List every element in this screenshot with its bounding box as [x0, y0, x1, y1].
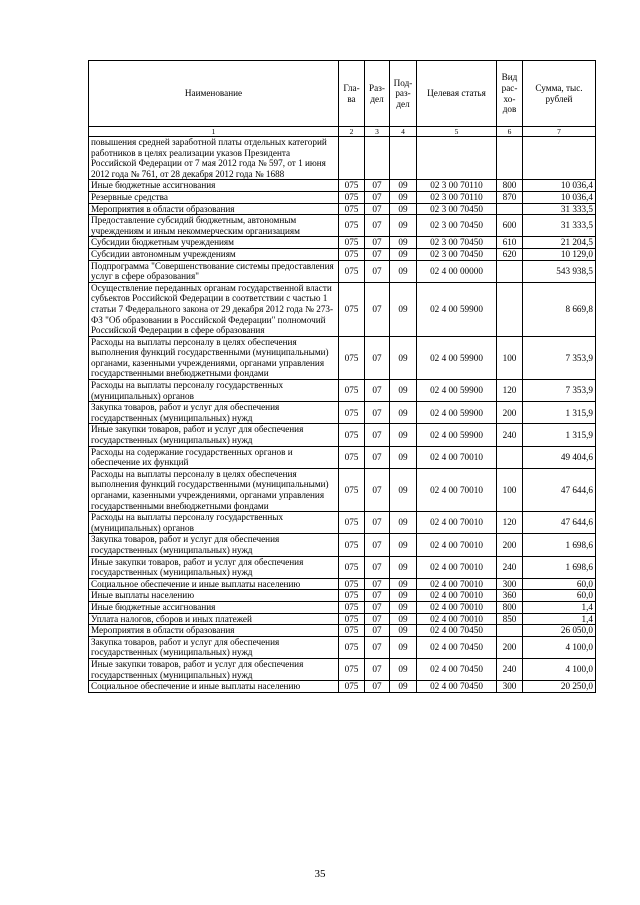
row-target: 02 4 00 59900 — [417, 282, 497, 336]
table-row — [89, 191, 596, 203]
row-glava: 075 — [339, 380, 365, 402]
table-row — [89, 282, 596, 336]
row-podrazdel: 09 — [390, 180, 417, 192]
row-sum: 1 698,6 — [523, 534, 596, 556]
row-target: 02 4 00 70010 — [417, 601, 497, 613]
header-sum: Сумма, тыс. рублей — [523, 61, 596, 127]
row-name: Предоставление субсидий бюджетным, автономным учреждениям и иным некоммерческим организациям — [89, 215, 339, 237]
row-vid: 240 — [497, 658, 523, 680]
row-podrazdel: 09 — [390, 681, 417, 693]
row-vid: 300 — [497, 681, 523, 693]
row-razdel: 07 — [365, 191, 390, 203]
row-razdel: 07 — [365, 248, 390, 260]
row-podrazdel: 09 — [390, 512, 417, 534]
row-target: 02 4 00 70450 — [417, 681, 497, 693]
index-cell: 2 — [339, 127, 365, 137]
index-cell: 4 — [390, 127, 417, 137]
row-sum: 1 698,6 — [523, 556, 596, 578]
table-row — [89, 380, 596, 402]
row-glava: 075 — [339, 578, 365, 590]
row-razdel: 07 — [365, 636, 390, 658]
row-vid: 240 — [497, 424, 523, 446]
row-vid — [497, 446, 523, 468]
table-row — [89, 613, 596, 625]
row-sum: 31 333,5 — [523, 203, 596, 215]
row-target: 02 3 00 70110 — [417, 191, 497, 203]
row-razdel: 07 — [365, 402, 390, 424]
row-name: Закупка товаров, работ и услуг для обеспечения государственных (муниципальных) нужд — [89, 636, 339, 658]
row-sum: 1 315,9 — [523, 424, 596, 446]
row-sum: 20 250,0 — [523, 681, 596, 693]
row-glava: 075 — [339, 613, 365, 625]
row-target: 02 4 00 70010 — [417, 446, 497, 468]
row-podrazdel: 09 — [390, 658, 417, 680]
row-target: 02 3 00 70110 — [417, 180, 497, 192]
row-podrazdel: 09 — [390, 534, 417, 556]
table-row — [89, 512, 596, 534]
row-razdel: 07 — [365, 681, 390, 693]
row-vid: 120 — [497, 512, 523, 534]
row-sum: 60,0 — [523, 578, 596, 590]
row-name: Иные бюджетные ассигнования — [89, 601, 339, 613]
row-glava: 075 — [339, 248, 365, 260]
row-glava: 075 — [339, 590, 365, 602]
header-row — [89, 61, 596, 127]
row-razdel: 07 — [365, 556, 390, 578]
table-row — [89, 468, 596, 511]
row-vid: 610 — [497, 237, 523, 249]
row-podrazdel — [390, 137, 417, 180]
row-name: Осуществление переданных органам государственной власти субъектов Российской Федерации в соответствии с частью 1 статьи 7 Федерального закона от 29 декабря 2012 года № 273-ФЗ "Об образовании в Российской Федерации" полномочий Российской Федерации в сфере образования — [89, 282, 339, 336]
row-razdel: 07 — [365, 215, 390, 237]
row-name: Иные выплаты населению — [89, 590, 339, 602]
row-razdel: 07 — [365, 282, 390, 336]
row-name: Социальное обеспечение и иные выплаты населению — [89, 681, 339, 693]
table-row — [89, 590, 596, 602]
row-razdel: 07 — [365, 180, 390, 192]
row-razdel: 07 — [365, 424, 390, 446]
row-podrazdel: 09 — [390, 601, 417, 613]
header-glava: Гла-ва — [339, 61, 365, 127]
row-glava: 075 — [339, 282, 365, 336]
row-name: повышения средней заработной платы отдельных категорий работников в целях реализации указов Президента Российской Федерации от 7 мая 2012 года № 597, от 1 июня 2012 года № 761, от 28 декабря 2012 года № 1688 — [89, 137, 339, 180]
row-vid: 850 — [497, 613, 523, 625]
row-glava: 075 — [339, 336, 365, 379]
header-vid: Вид рас-хо-дов — [497, 61, 523, 127]
row-target: 02 4 00 00000 — [417, 260, 497, 282]
row-podrazdel: 09 — [390, 468, 417, 511]
row-target: 02 4 00 59900 — [417, 424, 497, 446]
row-podrazdel: 09 — [390, 215, 417, 237]
index-cell: 1 — [89, 127, 339, 137]
index-cell: 5 — [417, 127, 497, 137]
row-glava: 075 — [339, 402, 365, 424]
row-target: 02 4 00 70450 — [417, 636, 497, 658]
row-name: Расходы на выплаты персоналу в целях обеспечения выполнения функций государственными (муниципальными) органами, казенными учреждениями, органами управления государственными внебюджетными фондами — [89, 336, 339, 379]
row-glava: 075 — [339, 636, 365, 658]
table-row — [89, 137, 596, 180]
row-sum: 10 036,4 — [523, 180, 596, 192]
row-name: Расходы на содержание государственных органов и обеспечение их функций — [89, 446, 339, 468]
row-glava: 075 — [339, 180, 365, 192]
row-vid: 120 — [497, 380, 523, 402]
table-row — [89, 237, 596, 249]
row-razdel: 07 — [365, 237, 390, 249]
row-target: 02 3 00 70450 — [417, 237, 497, 249]
row-vid: 600 — [497, 215, 523, 237]
row-vid — [497, 203, 523, 215]
header-name: Наименование — [89, 61, 339, 127]
row-name: Иные закупки товаров, работ и услуг для обеспечения государственных (муниципальных) нужд — [89, 658, 339, 680]
table-row — [89, 180, 596, 192]
row-razdel: 07 — [365, 590, 390, 602]
row-sum: 543 938,5 — [523, 260, 596, 282]
row-sum — [523, 137, 596, 180]
row-sum: 7 353,9 — [523, 380, 596, 402]
row-podrazdel: 09 — [390, 282, 417, 336]
row-sum: 47 644,6 — [523, 468, 596, 511]
row-glava: 075 — [339, 556, 365, 578]
row-podrazdel: 09 — [390, 446, 417, 468]
row-razdel — [365, 137, 390, 180]
row-name: Социальное обеспечение и иные выплаты населению — [89, 578, 339, 590]
row-razdel: 07 — [365, 446, 390, 468]
row-podrazdel: 09 — [390, 556, 417, 578]
table-row — [89, 402, 596, 424]
row-sum: 1,4 — [523, 613, 596, 625]
row-glava: 075 — [339, 215, 365, 237]
row-name: Расходы на выплаты персоналу государственных (муниципальных) органов — [89, 512, 339, 534]
row-sum: 4 100,0 — [523, 658, 596, 680]
row-razdel: 07 — [365, 534, 390, 556]
row-sum: 8 669,8 — [523, 282, 596, 336]
row-sum: 1 315,9 — [523, 402, 596, 424]
row-sum: 31 333,5 — [523, 215, 596, 237]
row-target: 02 4 00 59900 — [417, 402, 497, 424]
row-razdel: 07 — [365, 512, 390, 534]
table-row — [89, 248, 596, 260]
row-vid: 200 — [497, 534, 523, 556]
table-row — [89, 203, 596, 215]
row-name: Закупка товаров, работ и услуг для обеспечения государственных (муниципальных) нужд — [89, 402, 339, 424]
row-podrazdel: 09 — [390, 625, 417, 637]
row-podrazdel: 09 — [390, 203, 417, 215]
row-podrazdel: 09 — [390, 380, 417, 402]
row-podrazdel: 09 — [390, 578, 417, 590]
table-row — [89, 625, 596, 637]
index-cell: 7 — [523, 127, 596, 137]
row-target: 02 3 00 70450 — [417, 203, 497, 215]
row-vid — [497, 260, 523, 282]
row-podrazdel: 09 — [390, 424, 417, 446]
table-row — [89, 578, 596, 590]
row-sum: 47 644,6 — [523, 512, 596, 534]
row-name: Расходы на выплаты персоналу государственных (муниципальных) органов — [89, 380, 339, 402]
table-row — [89, 636, 596, 658]
row-target: 02 3 00 70450 — [417, 248, 497, 260]
header-podrazdel: Под-раз-дел — [390, 61, 417, 127]
row-razdel: 07 — [365, 468, 390, 511]
row-podrazdel: 09 — [390, 336, 417, 379]
row-vid: 620 — [497, 248, 523, 260]
table-row — [89, 681, 596, 693]
header-razdel: Раз-дел — [365, 61, 390, 127]
row-glava: 075 — [339, 424, 365, 446]
row-glava: 075 — [339, 512, 365, 534]
row-razdel: 07 — [365, 658, 390, 680]
row-glava: 075 — [339, 237, 365, 249]
row-vid: 800 — [497, 601, 523, 613]
row-name: Резервные средства — [89, 191, 339, 203]
row-target: 02 4 00 59900 — [417, 336, 497, 379]
row-sum: 26 050,0 — [523, 625, 596, 637]
row-glava: 075 — [339, 191, 365, 203]
table-row — [89, 534, 596, 556]
row-sum: 60,0 — [523, 590, 596, 602]
row-vid: 800 — [497, 180, 523, 192]
row-sum: 21 204,5 — [523, 237, 596, 249]
row-name: Мероприятия в области образования — [89, 203, 339, 215]
row-name: Иные закупки товаров, работ и услуг для обеспечения государственных (муниципальных) нужд — [89, 556, 339, 578]
table-row — [89, 658, 596, 680]
table-row — [89, 336, 596, 379]
row-vid: 870 — [497, 191, 523, 203]
row-razdel: 07 — [365, 601, 390, 613]
row-sum: 10 036,4 — [523, 191, 596, 203]
row-sum: 7 353,9 — [523, 336, 596, 379]
row-target: 02 4 00 70010 — [417, 578, 497, 590]
row-target: 02 4 00 70010 — [417, 512, 497, 534]
row-glava: 075 — [339, 658, 365, 680]
row-podrazdel: 09 — [390, 237, 417, 249]
row-name: Расходы на выплаты персоналу в целях обеспечения выполнения функций государственными (муниципальными) органами, казенными учреждениями, органами управления государственными внебюджетными фондами — [89, 468, 339, 511]
row-vid: 100 — [497, 336, 523, 379]
index-cell: 3 — [365, 127, 390, 137]
table-row — [89, 556, 596, 578]
row-podrazdel: 09 — [390, 260, 417, 282]
index-row — [89, 127, 596, 137]
row-vid: 200 — [497, 402, 523, 424]
row-target: 02 4 00 70010 — [417, 556, 497, 578]
row-target — [417, 137, 497, 180]
row-target: 02 4 00 70010 — [417, 590, 497, 602]
row-razdel: 07 — [365, 203, 390, 215]
header-target: Целевая статья — [417, 61, 497, 127]
row-target: 02 4 00 70450 — [417, 658, 497, 680]
row-glava: 075 — [339, 681, 365, 693]
table-row — [89, 260, 596, 282]
table-row — [89, 446, 596, 468]
row-glava: 075 — [339, 625, 365, 637]
table-row — [89, 601, 596, 613]
row-glava: 075 — [339, 260, 365, 282]
row-glava — [339, 137, 365, 180]
row-glava: 075 — [339, 534, 365, 556]
row-name: Закупка товаров, работ и услуг для обеспечения государственных (муниципальных) нужд — [89, 534, 339, 556]
row-vid: 240 — [497, 556, 523, 578]
row-vid: 360 — [497, 590, 523, 602]
row-vid: 200 — [497, 636, 523, 658]
row-target: 02 3 00 70450 — [417, 215, 497, 237]
row-vid — [497, 625, 523, 637]
row-name: Субсидии автономным учреждениям — [89, 248, 339, 260]
row-podrazdel: 09 — [390, 613, 417, 625]
row-vid: 100 — [497, 468, 523, 511]
row-razdel: 07 — [365, 578, 390, 590]
row-target: 02 4 00 70010 — [417, 613, 497, 625]
table-body — [89, 137, 596, 693]
row-name: Уплата налогов, сборов и иных платежей — [89, 613, 339, 625]
row-podrazdel: 09 — [390, 636, 417, 658]
row-sum: 10 129,0 — [523, 248, 596, 260]
budget-table — [88, 60, 596, 693]
row-podrazdel: 09 — [390, 191, 417, 203]
row-glava: 075 — [339, 446, 365, 468]
row-podrazdel: 09 — [390, 402, 417, 424]
row-target: 02 4 00 70010 — [417, 534, 497, 556]
row-razdel: 07 — [365, 613, 390, 625]
row-podrazdel: 09 — [390, 590, 417, 602]
row-razdel: 07 — [365, 336, 390, 379]
row-name: Иные закупки товаров, работ и услуг для обеспечения государственных (муниципальных) нужд — [89, 424, 339, 446]
row-target: 02 4 00 70010 — [417, 468, 497, 511]
row-glava: 075 — [339, 203, 365, 215]
page-number: 35 — [314, 868, 326, 880]
row-razdel: 07 — [365, 260, 390, 282]
row-razdel: 07 — [365, 380, 390, 402]
row-name: Мероприятия в области образования — [89, 625, 339, 637]
table-row — [89, 215, 596, 237]
row-sum: 1,4 — [523, 601, 596, 613]
table-row — [89, 424, 596, 446]
row-sum: 49 404,6 — [523, 446, 596, 468]
row-vid: 300 — [497, 578, 523, 590]
row-vid — [497, 137, 523, 180]
row-name: Субсидии бюджетным учреждениям — [89, 237, 339, 249]
row-podrazdel: 09 — [390, 248, 417, 260]
row-name: Иные бюджетные ассигнования — [89, 180, 339, 192]
row-vid — [497, 282, 523, 336]
row-razdel: 07 — [365, 625, 390, 637]
index-cell: 6 — [497, 127, 523, 137]
row-name: Подпрограмма "Совершенствование системы предоставления услуг в сфере образования" — [89, 260, 339, 282]
row-sum: 4 100,0 — [523, 636, 596, 658]
row-target: 02 4 00 70450 — [417, 625, 497, 637]
row-target: 02 4 00 59900 — [417, 380, 497, 402]
row-glava: 075 — [339, 601, 365, 613]
row-glava: 075 — [339, 468, 365, 511]
